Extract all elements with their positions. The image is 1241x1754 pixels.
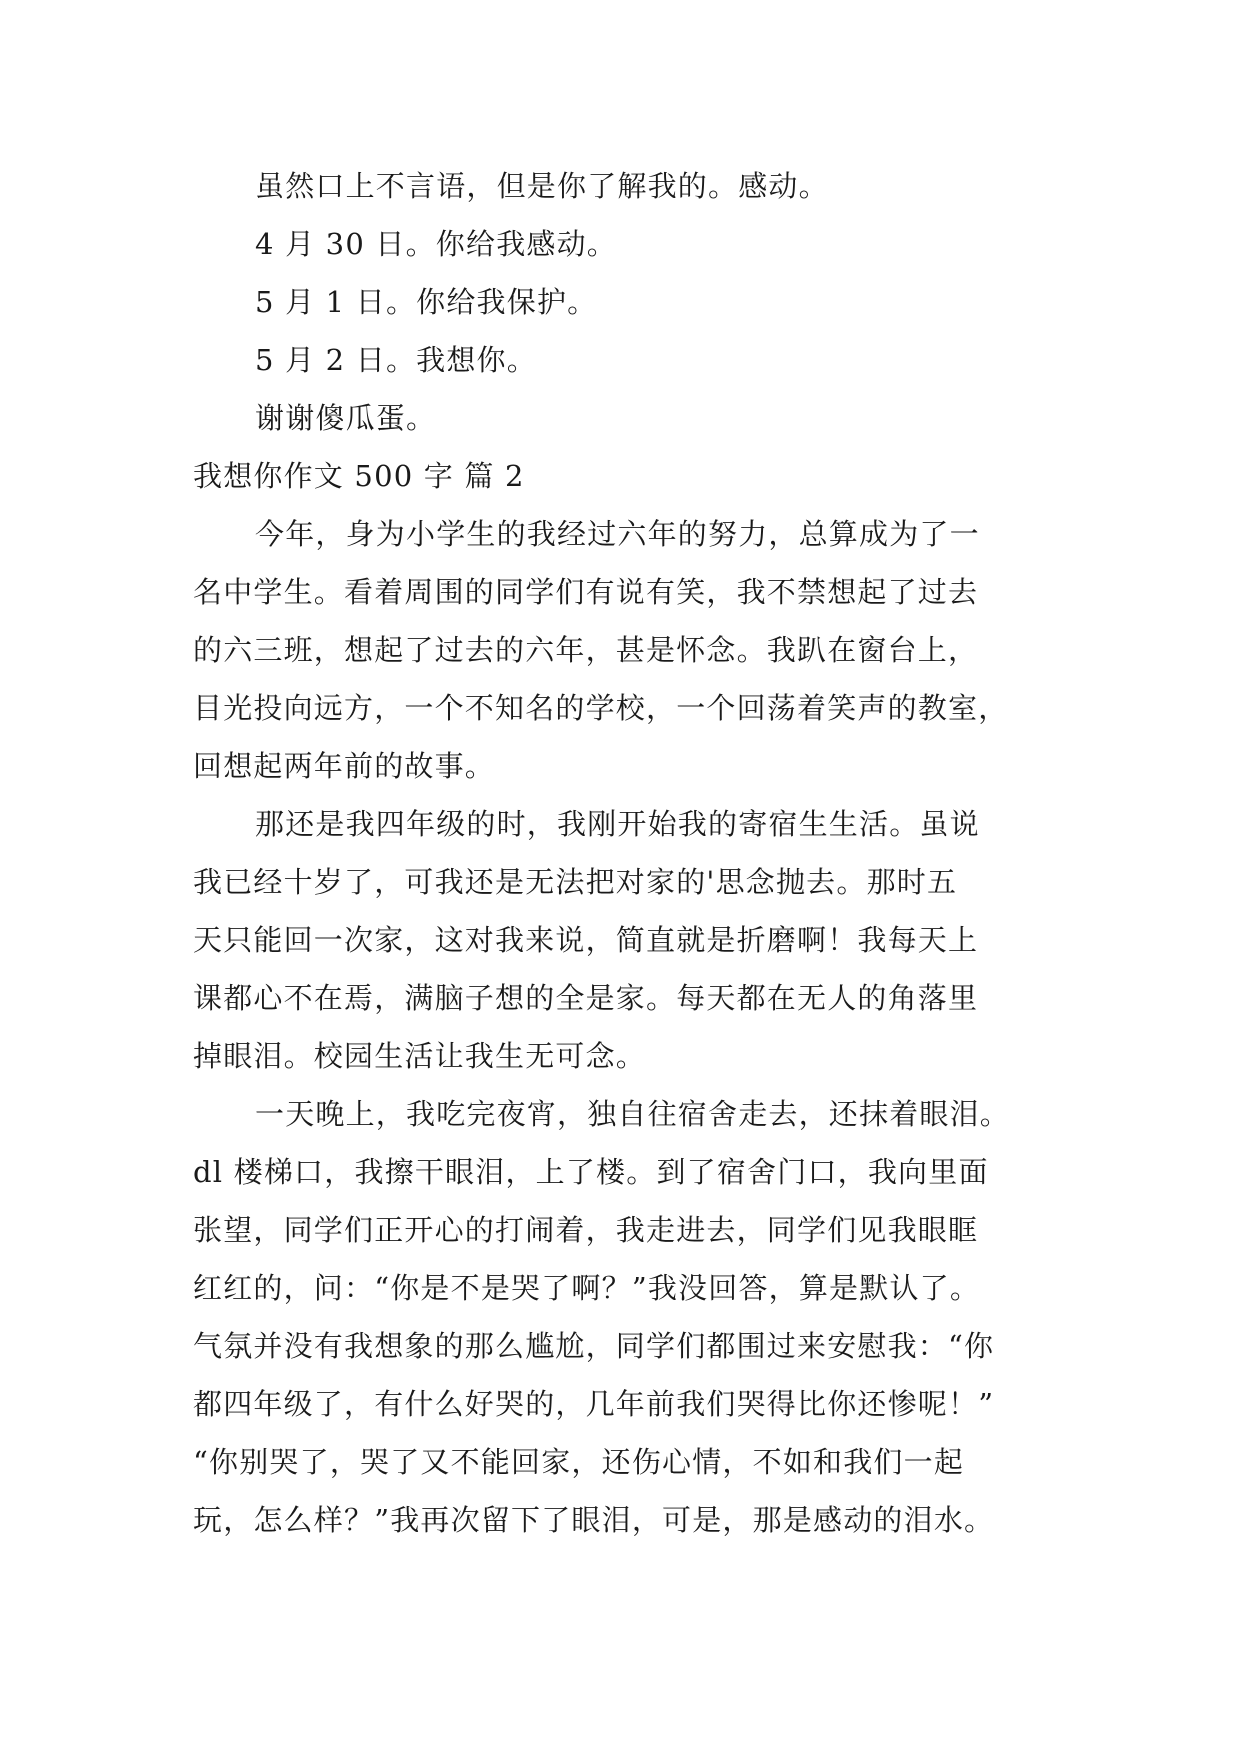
paragraph-line: “你别哭了，哭了又不能回家，还伤心情，不如和我们一起: [193, 1445, 965, 1479]
paragraph-line: 一天晚上，我吃完夜宵，独自往宿舍走去，还抹着眼泪。: [255, 1097, 1011, 1131]
paragraph-line: dl 楼梯口，我擦干眼泪，上了楼。到了宿舍门口，我向里面: [193, 1155, 989, 1189]
paragraph-line: 红红的，问：“你是不是哭了啊？”我没回答，算是默认了。: [193, 1271, 981, 1305]
paragraph-line: 掉眼泪。校园生活让我生无可念。: [193, 1039, 647, 1073]
paragraph-line: 今年，身为小学生的我经过六年的努力，总算成为了一: [255, 517, 980, 551]
section-heading: 我想你作文 500 字 篇 2: [193, 459, 525, 493]
paragraph-line: 回想起两年前的故事。: [193, 749, 496, 783]
paragraph-line: 名中学生。看着周围的同学们有说有笑，我不禁想起了过去: [193, 575, 979, 609]
paragraph-line: 都四年级了，有什么好哭的，几年前我们哭得比你还惨呢！”: [193, 1387, 995, 1421]
paragraph-line: 目光投向远方，一个不知名的学校，一个回荡着笑声的教室，: [193, 691, 1009, 725]
paragraph-line: 虽然口上不言语，但是你了解我的。感动。: [255, 169, 829, 203]
paragraph-line: 谢谢傻瓜蛋。: [255, 401, 437, 435]
paragraph-line: 的六三班，想起了过去的六年，甚是怀念。我趴在窗台上，: [193, 633, 979, 667]
paragraph-line: 那还是我四年级的时，我刚开始我的寄宿生生活。虽说: [255, 807, 980, 841]
paragraph-line: 4 月 30 日。你给我感动。: [255, 227, 618, 261]
paragraph-line: 天只能回一次家，这对我来说，简直就是折磨啊！我每天上: [193, 923, 979, 957]
paragraph-line: 玩，怎么样？”我再次留下了眼泪，可是，那是感动的泪水。: [193, 1503, 995, 1537]
paragraph-line: 张望，同学们正开心的打闹着，我走进去，同学们见我眼眶: [193, 1213, 979, 1247]
paragraph-line: 课都心不在焉，满脑子想的全是家。每天都在无人的角落里: [193, 981, 979, 1015]
paragraph-line: 5 月 1 日。你给我保护。: [255, 285, 598, 319]
paragraph-line: 气氛并没有我想象的那么尴尬，同学们都围过来安慰我：“你: [193, 1329, 995, 1363]
paragraph-line: 我已经十岁了，可我还是无法把对家的'思念抛去。那时五: [193, 865, 958, 899]
paragraph-line: 5 月 2 日。我想你。: [255, 343, 537, 377]
